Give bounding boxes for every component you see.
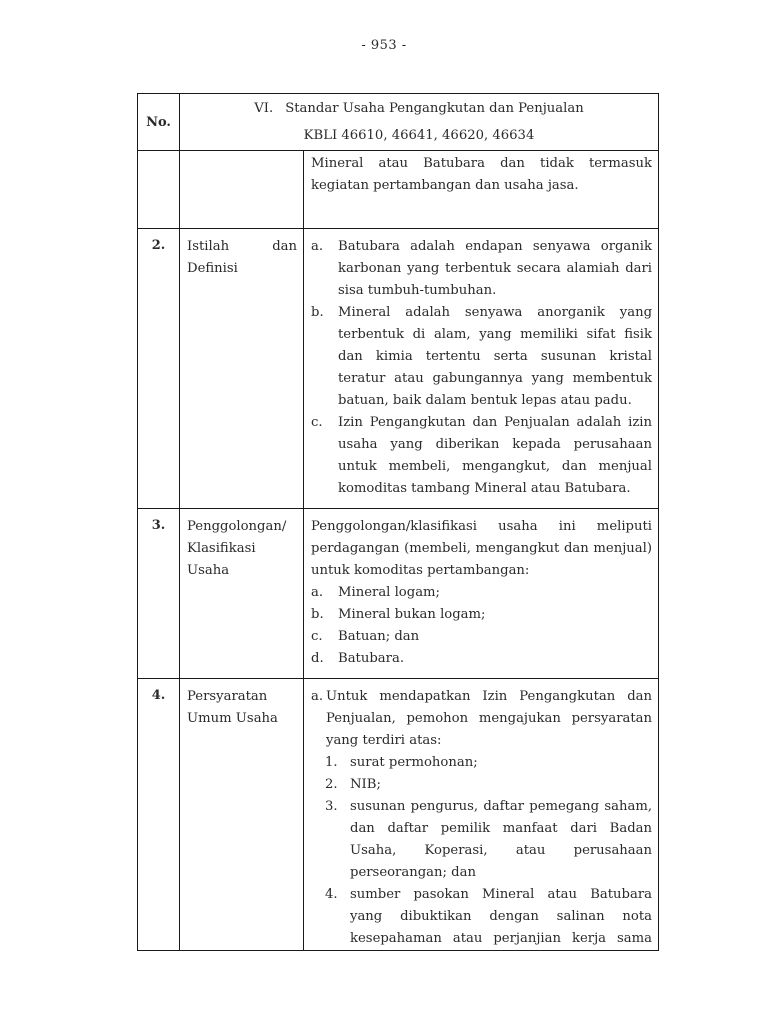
header-title: [180, 94, 659, 151]
header-title-text: Standar Usaha Pengangkutan dan Penjualan: [285, 101, 584, 116]
label-line: Persyaratan: [187, 689, 268, 704]
row-label: [180, 679, 304, 951]
word: dan: [500, 156, 525, 171]
label-word: Istilah: [187, 239, 230, 254]
list-marker: a.: [311, 585, 324, 600]
continuation-line1: [311, 153, 652, 175]
sub-item: [311, 884, 652, 950]
label-line: Usaha: [187, 563, 230, 578]
list-item: [311, 604, 652, 626]
row-label: [180, 509, 304, 679]
list-marker: a.: [311, 239, 324, 254]
word: Mineral: [311, 156, 364, 171]
page-number: - 953 -: [361, 38, 407, 53]
label-word: dan: [272, 239, 297, 254]
list-text: Mineral logam;: [338, 585, 441, 600]
row-penggolongan: [138, 509, 659, 679]
list-marker: d.: [311, 651, 324, 666]
intro-text: Penggolongan/klasifikasi usaha ini meliputi perdagangan (membeli, mengangkut dan menjual) untuk komoditas pertambangan:: [311, 519, 653, 578]
continuation-label: [180, 151, 304, 229]
list-item: [311, 302, 652, 412]
row-number: 3.: [138, 509, 180, 679]
list-marker: a.: [311, 689, 324, 704]
label-line: Definisi: [187, 261, 238, 276]
row-label: [180, 229, 304, 509]
continuation-no: [138, 151, 180, 229]
row-content: [304, 229, 659, 509]
sub-item: [311, 796, 652, 884]
list-item: [311, 626, 652, 648]
list-marker: b.: [311, 305, 324, 320]
sub-marker: 1.: [325, 755, 338, 770]
row-persyaratan: [138, 679, 659, 951]
sub-text: surat permohonan;: [350, 755, 478, 770]
list-text: Mineral bukan logam;: [338, 607, 486, 622]
sub-item: [311, 774, 652, 796]
label-line: Penggolongan/: [187, 519, 287, 534]
row-content: [304, 509, 659, 679]
list-item: [311, 686, 652, 752]
list-text: Untuk mendapatkan Izin Pengangkutan dan Penjualan, pemohon mengajukan persyaratan yang terdiri atas:: [326, 689, 653, 748]
table-header-row: [138, 94, 659, 151]
row-content: [304, 679, 659, 951]
list-text: Mineral adalah senyawa anorganik yang terbentuk di alam, yang memiliki sifat fisik dan kimia tertentu serta susunan kristal teratur atau gabungannya yang membentuk batuan, baik dalam bentuk lepas atau padu.: [338, 305, 653, 408]
list-item: [311, 412, 652, 500]
word: tidak: [540, 156, 574, 171]
list-item: [311, 236, 652, 302]
sub-marker: 2.: [325, 777, 338, 792]
sub-marker: 4.: [325, 887, 338, 902]
label-line: Klasifikasi: [187, 541, 256, 556]
header-no: No.: [138, 94, 180, 151]
header-kbli: KBLI 46610, 46641, 46620, 46634: [303, 128, 535, 143]
word: atau: [378, 156, 409, 171]
list-marker: b.: [311, 607, 324, 622]
sub-marker: 3.: [325, 799, 338, 814]
sub-item: [311, 752, 652, 774]
row-istilah-definisi: [138, 229, 659, 509]
list-marker: c.: [311, 629, 323, 644]
label-line: Umum Usaha: [187, 711, 278, 726]
header-roman: VI.: [254, 101, 274, 116]
list-item: [311, 582, 652, 604]
list-text: Batuan; dan: [338, 629, 420, 644]
continuation-content: [304, 151, 659, 229]
word: termasuk: [588, 156, 652, 171]
sub-text: susunan pengurus, daftar pemegang saham, dan daftar pemilik manfaat dari Badan Usaha, Koperasi, atau perusahaan perseorangan; dan: [350, 799, 653, 880]
standards-table: [137, 93, 659, 951]
continuation-line2: kegiatan pertambangan dan usaha jasa.: [311, 178, 579, 193]
word: Batubara: [423, 156, 485, 171]
list-marker: c.: [311, 415, 323, 430]
row-number: 2.: [138, 229, 180, 509]
list-text: Batubara.: [338, 651, 405, 666]
list-item: [311, 648, 652, 670]
sub-text: NIB;: [350, 777, 381, 792]
list-text: Batubara adalah endapan senyawa organik karbonan yang terbentuk secara alamiah dari sisa tumbuh-tumbuhan.: [338, 239, 653, 298]
sub-text: sumber pasokan Mineral atau Batubara yang dibuktikan dengan salinan nota kesepahaman atau perjanjian kerja sama: [350, 887, 653, 946]
list-text: Izin Pengangkutan dan Penjualan adalah izin usaha yang diberikan kepada perusahaan untuk membeli, mengangkut, dan menjual komoditas tambang Mineral atau Batubara.: [338, 415, 653, 496]
row-number: 4.: [138, 679, 180, 951]
continuation-row: [138, 151, 659, 229]
